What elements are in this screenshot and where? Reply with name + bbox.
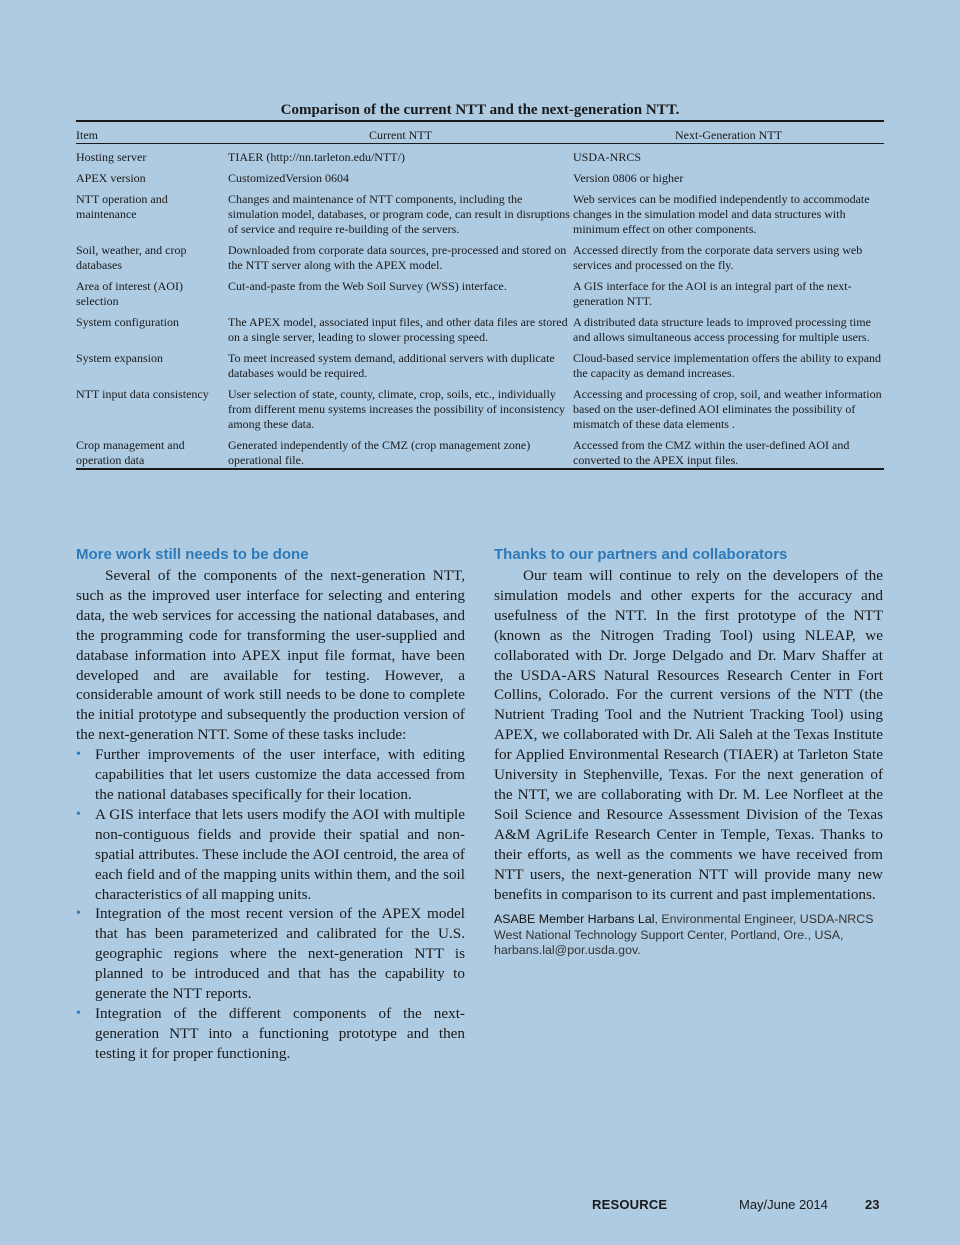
section-heading-more-work: More work still needs to be done	[76, 546, 309, 563]
cell-current: Downloaded from corporate data sources, pre-processed and stored on the NTT server along with the APEX model.	[228, 243, 567, 272]
cell-next: Accessed from the CMZ within the user-defined AOI and converted to the APEX input files.	[573, 432, 884, 469]
cell-current: Changes and maintenance of NTT components, including the simulation model, databases, or program code, can result in disruptions of service and require re-building of the servers.	[228, 192, 570, 236]
cell-item: Crop management and operation data	[76, 432, 228, 469]
cell-item: APEX version	[76, 171, 146, 185]
cell-current: To meet increased system demand, additional servers with duplicate databases would be required.	[228, 351, 555, 380]
cell-next: A GIS interface for the AOI is an integral part of the next-generation NTT.	[573, 279, 852, 308]
cell-item: Area of interest (AOI) selection	[76, 279, 183, 308]
body-paragraph: Our team will continue to rely on the developers of the simulation models and other experts for the accuracy and usefulness of the NTT. In the first prototype of the NTT (known as the Nitrogen Trading Tool) using NLEAP, we collaborated with Dr. Jorge Delgado and Dr. Marv Shaffer at the USDA-ARS Natural Resources Research Center in Fort Collins, Colorado. For the current versions of the NTT (the Nutrient Trading Tool and the Nutrient Tracking Tool) using APEX, we collaborated with Dr. Ali Saleh at the Texas Institute for Applied Environmental Research (TIAER) at Tarleton State University in Stephenville, Texas. For the next generation of the NTT, we are collaborating with Dr. M. Lee Norfleet at the Soil Science and Resource Assessment Division of the Texas A&M AgriLife Research Center in Temple, Texas. Thanks to their efforts, as well as the comments we have received from NTT users, the next-generation NTT will provide many new benefits in comparison to its current and past implementations.	[494, 567, 883, 903]
body-paragraph: Several of the components of the next-generation NTT, such as the improved user interface for selecting and entering data, the web services for accessing the national databases, and the programming code for transforming the user-supplied and database information into APEX input file format, have been developed and are available for testing. However, a considerable amount of work still needs to be done to complete the initial prototype and subsequently the production version of the next-generation NTT. Some of these tasks include:	[76, 567, 465, 744]
table-row	[76, 144, 884, 166]
cell-current: CustomizedVersion 0604	[228, 171, 349, 185]
author-name: ASABE Member Harbans Lal	[494, 912, 655, 927]
task-list	[76, 745, 465, 1064]
cell-current: Generated independently of the CMZ (crop management zone) operational file.	[228, 432, 573, 469]
cell-item: NTT input data consistency	[76, 387, 209, 401]
table-row	[76, 165, 884, 186]
header-current: Current NTT	[228, 122, 573, 144]
footer-issue-date: May/June 2014	[739, 1197, 828, 1212]
list-item-text: Integration of the different components of the next-generation NTT into a functioning prototype and then testing it for proper functioning.	[95, 1004, 465, 1062]
list-item-text: Integration of the most recent version of the APEX model that has been parameterized and calibrated for the U.S. geographic regions where the next-generation NTT is planned to be introduced and that has the capability to generate the NTT reports.	[95, 905, 465, 1003]
table-row	[76, 432, 884, 469]
right-column	[494, 544, 883, 959]
cell-item: System expansion	[76, 351, 163, 365]
table-row	[76, 309, 884, 345]
cell-next: USDA-NRCS	[573, 150, 642, 164]
bullet-icon: •	[76, 1005, 81, 1021]
cell-item: System configuration	[76, 315, 179, 329]
cell-next: A distributed data structure leads to improved processing time and allows simultaneous access processing for multiple users.	[573, 315, 871, 344]
comparison-table-block	[76, 100, 884, 470]
bullet-icon: •	[76, 747, 81, 763]
footer-page-number: 23	[865, 1197, 880, 1212]
table-row	[76, 237, 884, 273]
author-info: , Environmental Engineer, USDA-NRCS West National Technology Support Center, Portland, Ore., USA, harbans.lal@por.usda.gov.	[494, 912, 874, 958]
cell-next: Cloud-based service implementation offers the ability to expand the capacity as demand increases.	[573, 351, 882, 380]
cell-item: Hosting server	[76, 150, 147, 164]
table-header-row	[76, 122, 884, 144]
list-item	[76, 904, 465, 1004]
cell-next: Version 0806 or higher	[573, 171, 684, 185]
cell-next: Accessed directly from the corporate data servers using web services and processed on the fly.	[573, 243, 863, 272]
header-item: Item	[76, 122, 228, 144]
cell-item: Soil, weather, and crop databases	[76, 243, 187, 272]
cell-item: NTT operation and maintenance	[76, 192, 168, 221]
table-row	[76, 345, 884, 381]
table-row	[76, 186, 884, 237]
comparison-table	[76, 122, 884, 470]
cell-current: User selection of state, county, climate, crop, soils, etc., individually from different menu systems increases the possibility of inconsistency among these data.	[228, 387, 566, 431]
list-item	[76, 805, 465, 905]
list-item-text: A GIS interface that lets users modify the AOI with multiple non-contiguous fields and provide their spatial and non-spatial attributes. These include the AOI centroid, the area of each field and of the mapping units within them, and the soil characteristics of all mapping units.	[95, 805, 465, 903]
cell-current: The APEX model, associated input files, and other data files are stored on a single server, leading to slower processing speed.	[228, 315, 568, 344]
cell-next: Accessing and processing of crop, soil, and weather information based on the user-defined AOI eliminates the possibility of mismatch of these data elements .	[573, 387, 882, 431]
list-item	[76, 1004, 465, 1064]
header-next: Next-Generation NTT	[573, 122, 884, 144]
list-item-text: Further improvements of the user interface, with editing capabilities that let users customize the data accessed from the national databases specifically for their location.	[95, 746, 465, 803]
table-row	[76, 273, 884, 309]
section-heading-thanks: Thanks to our partners and collaborators	[494, 546, 788, 563]
list-item	[76, 745, 465, 805]
left-column	[76, 544, 465, 1064]
cell-next: Web services can be modified independently to accommodate changes in the simulation model and data structures with minimum effect on other components.	[573, 192, 870, 236]
bullet-icon: •	[76, 806, 81, 822]
footer-magazine-name: RESOURCE	[592, 1197, 668, 1212]
author-bio	[494, 912, 883, 959]
bullet-icon: •	[76, 906, 81, 922]
table-title: Comparison of the current NTT and the next-generation NTT.	[76, 100, 884, 122]
cell-current: Cut-and-paste from the Web Soil Survey (WSS) interface.	[228, 279, 507, 293]
cell-current: TIAER (http://nn.tarleton.edu/NTT/)	[228, 150, 405, 164]
table-row	[76, 381, 884, 432]
